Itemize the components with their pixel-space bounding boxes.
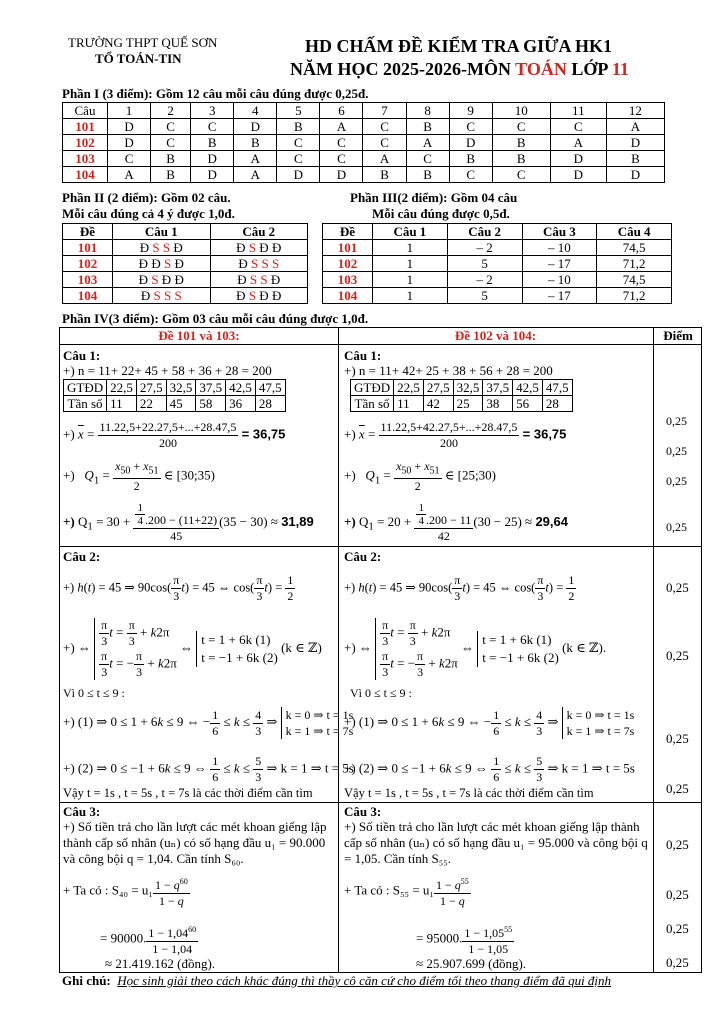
q2-title-left: Câu 2: bbox=[63, 549, 101, 564]
table-row bbox=[63, 119, 665, 135]
score-11: 0,25 bbox=[666, 921, 689, 936]
answer-cell: D bbox=[277, 167, 320, 183]
answer-letter: S bbox=[248, 240, 257, 255]
q3-text-right: +) Số tiền trả cho lần lượt các mét khoan giếng lập thành cấp số nhân (uₙ) có số hạng đầu u₁ = 95.000 và công bội q = 1,05. Cần tính S₅₅. bbox=[344, 819, 648, 866]
answer-letter: S bbox=[271, 256, 280, 271]
answer-letter: Đ bbox=[271, 240, 282, 255]
q1-n-right: +) n = 11+ 42+ 25 + 38 + 56 + 28 = 200 bbox=[344, 363, 553, 378]
answer-cell: D bbox=[606, 167, 664, 183]
answer-letter: S bbox=[163, 288, 172, 303]
answer-cell: – 2 bbox=[447, 240, 522, 256]
answer-cell bbox=[113, 240, 211, 256]
q1-title-left: Câu 1: bbox=[63, 348, 101, 363]
answer-cell: C bbox=[550, 119, 606, 135]
answer-letter: Đ bbox=[161, 272, 172, 287]
header-cell: 11 bbox=[550, 103, 606, 119]
answer-letter: Đ bbox=[139, 240, 150, 255]
exam-code: 102 bbox=[323, 256, 373, 272]
part2-sub: Mỗi câu đúng cả 4 ý được 1,0đ. bbox=[62, 206, 235, 221]
answer-cell: B bbox=[151, 151, 191, 167]
answer-letter: Đ bbox=[271, 288, 282, 303]
q3-formula-right: + Ta có : S₅₅ = u₁ $\frac{1 - q^{55}}{1 - q}$ bbox=[344, 874, 471, 909]
part3-header-row bbox=[323, 224, 672, 240]
value-cell: 47,5 bbox=[255, 380, 285, 396]
table-row bbox=[323, 272, 672, 288]
table-row bbox=[63, 167, 665, 183]
answer-letter: Đ bbox=[151, 256, 161, 271]
exam-code: 104 bbox=[323, 288, 373, 304]
answer-cell: C bbox=[449, 119, 492, 135]
title-line2: NĂM HỌC 2025-2026-MÔN TOÁN LỚP 11 bbox=[290, 59, 629, 79]
answer-cell: D bbox=[191, 151, 234, 167]
answer-cell: B bbox=[606, 151, 664, 167]
header-cell: 2 bbox=[151, 103, 191, 119]
part2-header-row bbox=[63, 224, 308, 240]
answer-cell: C bbox=[363, 135, 406, 151]
part3-table bbox=[322, 223, 672, 304]
score-9: 0,25 bbox=[666, 837, 689, 852]
answer-cell: D bbox=[320, 167, 363, 183]
q3-result-left: ≈ 21.419.162 (đồng). bbox=[105, 956, 216, 971]
answer-cell: 74,5 bbox=[597, 272, 672, 288]
score-7: 0,25 bbox=[666, 731, 689, 746]
exam-code: 103 bbox=[323, 272, 373, 288]
answer-cell: D bbox=[108, 135, 151, 151]
header-cell: Câu 2 bbox=[447, 224, 522, 240]
freq-cell: 45 bbox=[166, 396, 196, 412]
table-row bbox=[323, 240, 672, 256]
header-cell: 10 bbox=[492, 103, 550, 119]
header-cell: 7 bbox=[363, 103, 406, 119]
gtdd-row bbox=[64, 380, 286, 396]
answer-cell: 71,2 bbox=[597, 288, 672, 304]
answer-cell: A bbox=[606, 119, 664, 135]
title-line1: HD CHẤM ĐỀ KIỂM TRA GIỮA HK1 bbox=[305, 36, 613, 56]
answer-letter: S bbox=[163, 256, 172, 271]
part4-heading: Phần IV(3 điểm): Gồm 03 câu mỗi câu đúng được 1,0đ. bbox=[62, 311, 369, 326]
q2-eq-right: +) h(t) = 45 ⇒ 90cos( $\frac{\pi}{3}$ t) = 45 ⇔ cos( $\frac{\pi}{3}$ t) = $\frac{1}{2}$ bbox=[344, 573, 575, 603]
answer-string bbox=[236, 288, 281, 303]
header-cell: Câu 1 bbox=[113, 224, 211, 240]
value-cell: 42,5 bbox=[513, 380, 543, 396]
q2-title-right: Câu 2: bbox=[344, 549, 382, 564]
answer-cell: 5 bbox=[447, 256, 522, 272]
freq-cell: 25 bbox=[453, 396, 483, 412]
answer-cell: 1 bbox=[373, 288, 448, 304]
answer-cell: C bbox=[406, 151, 449, 167]
answer-letter: S bbox=[249, 272, 258, 287]
part1-heading: Phần I (3 điểm): Gồm 12 câu mỗi câu đúng được 0,25đ. bbox=[62, 86, 369, 101]
answer-string bbox=[139, 256, 184, 271]
dept-name: TỔ TOÁN-TIN bbox=[95, 51, 182, 66]
q3-formula-left: + Ta có : S₄₀ = u₁ $\frac{1 - q^{60}}{1 - q}$ bbox=[63, 874, 190, 909]
answer-cell: A bbox=[320, 119, 363, 135]
answer-cell: B bbox=[151, 167, 191, 183]
freq-cell: 56 bbox=[513, 396, 543, 412]
score-5: 0,25 bbox=[666, 580, 689, 595]
answer-cell: 1 bbox=[373, 272, 448, 288]
answer-cell: A bbox=[363, 151, 406, 167]
answer-cell: B bbox=[492, 151, 550, 167]
q2-r2-left: +) (2) ⇒ 0 ≤ −1 + 6k ≤ 9 ⇔ $\frac{1}{6}$ ≤ k ≤ $\frac{5}{3}$ ⇒ k = 1 ⇒ t = 5s bbox=[63, 754, 354, 784]
answer-letter: S bbox=[151, 272, 159, 287]
header-cell: Câu 3 bbox=[522, 224, 597, 240]
table-row bbox=[63, 288, 308, 304]
header-cell: Câu bbox=[63, 103, 108, 119]
value-cell: 37,5 bbox=[483, 380, 513, 396]
answer-letter: Đ bbox=[236, 240, 246, 255]
answer-cell bbox=[210, 240, 308, 256]
table-row bbox=[63, 272, 308, 288]
answer-letter: Đ bbox=[238, 256, 248, 271]
freq-label: Tần số bbox=[64, 396, 107, 412]
q1-quartile-left: +) $Q_1$ = $\frac{x_{50} + x_{51}}{2}$ ∈ [30;35) bbox=[63, 459, 215, 494]
score-4: 0,25 bbox=[666, 520, 687, 534]
q1-mean-right: +) $\overline{x}$ = $\frac{11.22,5+42.27,5+...+28.47,5}{200}$ = 36,75 bbox=[344, 420, 567, 450]
answer-letter: Đ bbox=[173, 240, 183, 255]
score-10: 0,25 bbox=[666, 887, 689, 902]
answer-letter: Đ bbox=[259, 288, 269, 303]
answer-letter: Đ bbox=[174, 256, 184, 271]
header-cell: 9 bbox=[449, 103, 492, 119]
answer-cell bbox=[113, 288, 211, 304]
freq-cell: 28 bbox=[542, 396, 572, 412]
answer-cell: C bbox=[151, 135, 191, 151]
col-right-header: Đề 102 và 104: bbox=[454, 328, 537, 343]
answer-cell bbox=[113, 272, 211, 288]
answer-cell: – 10 bbox=[522, 240, 597, 256]
answer-string bbox=[141, 288, 182, 303]
value-cell: 22,5 bbox=[107, 380, 137, 396]
table-row bbox=[63, 151, 665, 167]
table-row bbox=[63, 135, 665, 151]
q2-r2-right: +) (2) ⇒ 0 ≤ −1 + 6k ≤ 9 ⇔ $\frac{1}{6}$ ≤ k ≤ $\frac{5}{3}$ ⇒ k = 1 ⇒ t = 5s bbox=[344, 754, 635, 784]
q1-title-right: Câu 1: bbox=[344, 348, 382, 363]
q3-title-right: Câu 3: bbox=[344, 804, 382, 819]
answer-cell: D bbox=[550, 151, 606, 167]
table-row bbox=[63, 256, 308, 272]
value-cell: 37,5 bbox=[196, 380, 226, 396]
answer-cell: 71,2 bbox=[597, 256, 672, 272]
answer-cell: – 17 bbox=[522, 256, 597, 272]
part2-heading: Phần II (2 điểm): Gồm 02 câu. bbox=[62, 190, 231, 205]
answer-letter: Đ bbox=[140, 288, 151, 303]
q3-calc-left: = 90000. $\frac{1 - 1,04^{60}}{1 - 1,04}$ bbox=[100, 922, 198, 957]
q3-text-left: +) Số tiền trả cho lần lượt các mét khoan giếng lập thành cấp số nhân (uₙ) có số hạng đầu u₁ = 90.000 và công bội q = 1,04. Cần tính S₆₀. bbox=[63, 819, 327, 866]
q2-conclusion-right: Vậy t = 1s , t = 5s , t = 7s là các thời điểm cần tìm bbox=[344, 786, 594, 800]
q1-freq-table-left bbox=[63, 379, 286, 412]
score-8: 0,25 bbox=[666, 781, 689, 796]
answer-cell: A bbox=[108, 167, 151, 183]
answer-cell: C bbox=[108, 151, 151, 167]
answer-letter: S bbox=[250, 256, 259, 271]
answer-cell: A bbox=[550, 135, 606, 151]
q2-range-left: Vì 0 ≤ t ≤ 9 : bbox=[63, 686, 125, 700]
header-cell: 8 bbox=[406, 103, 449, 119]
answer-cell bbox=[210, 288, 308, 304]
q2-eq-left: +) h(t) = 45 ⇒ 90cos( $\frac{\pi}{3}$ t) = 45 ⇔ cos( $\frac{\pi}{3}$ t) = $\frac{1}{2}$ bbox=[63, 573, 294, 603]
value-cell: 32,5 bbox=[453, 380, 483, 396]
q2-cases-left: +) ⇔ $\frac{\pi}{3}$ t = $\frac{\pi}{3}$ + k2π $\frac{\pi}{3}$ t = − $\frac{\pi}{3}$ + k2π ⇔ t = 1 + 6k (1) t = −1 + 6k (2) (k ∈ ℤ) bbox=[63, 618, 322, 679]
answer-cell: D bbox=[449, 135, 492, 151]
answer-cell: C bbox=[191, 119, 234, 135]
value-cell: 22,5 bbox=[394, 380, 424, 396]
q3-result-right: ≈ 25.907.699 (đồng). bbox=[416, 956, 527, 971]
answer-letter: S bbox=[153, 288, 161, 303]
gtdd-label: GTĐD bbox=[64, 380, 107, 396]
q2-cases-right: +) ⇔ $\frac{\pi}{3}$ t = $\frac{\pi}{3}$ + k2π $\frac{\pi}{3}$ t = − $\frac{\pi}{3}$ + k2π ⇔ t = 1 + 6k (1) t = −1 + 6k (2) (k ∈ ℤ). bbox=[344, 618, 607, 679]
header-cell: 3 bbox=[191, 103, 234, 119]
table-row bbox=[323, 256, 672, 272]
school-name: TRƯỜNG THPT QUẾ SƠN bbox=[68, 35, 218, 50]
answer-cell: B bbox=[363, 167, 406, 183]
header-cell: 1 bbox=[108, 103, 151, 119]
header-cell: Câu 2 bbox=[210, 224, 308, 240]
value-cell: 47,5 bbox=[542, 380, 572, 396]
answer-cell: 74,5 bbox=[597, 240, 672, 256]
header-cell: Câu 4 bbox=[597, 224, 672, 240]
table-row bbox=[63, 240, 308, 256]
freq-cell: 22 bbox=[136, 396, 166, 412]
answer-string bbox=[237, 272, 280, 287]
q1-mean-left: +) $\overline{x}$ = $\frac{11.22,5+22.27,5+...+28.47,5}{200}$ = 36,75 bbox=[63, 420, 286, 450]
answer-cell: A bbox=[406, 135, 449, 151]
header-cell: 12 bbox=[606, 103, 664, 119]
freq-label: Tần số bbox=[351, 396, 394, 412]
answer-letter: Đ bbox=[259, 240, 269, 255]
answer-letter: S bbox=[260, 272, 268, 287]
value-cell: 27,5 bbox=[423, 380, 453, 396]
freq-cell: 38 bbox=[483, 396, 513, 412]
answer-cell: 1 bbox=[373, 240, 448, 256]
answer-letter: S bbox=[162, 240, 171, 255]
part3-heading: Phần III(2 điểm): Gồm 04 câu bbox=[350, 190, 518, 205]
answer-cell: B bbox=[406, 119, 449, 135]
q2-r1-left: +) (1) ⇒ 0 ≤ 1 + 6k ≤ 9 ⇔ − $\frac{1}{6}$ ≤ k ≤ $\frac{4}{3}$ ⇒ k = 0 ⇒ t = 1s k = 1 ⇒ t = 7s bbox=[63, 707, 354, 738]
answer-cell: – 17 bbox=[522, 288, 597, 304]
part1-header-row bbox=[63, 103, 665, 119]
gtdd-row bbox=[351, 380, 573, 396]
header-cell: Câu 1 bbox=[373, 224, 448, 240]
answer-cell: D bbox=[191, 167, 234, 183]
answer-letter: Đ bbox=[236, 288, 246, 303]
answer-cell bbox=[210, 256, 308, 272]
exam-code: 101 bbox=[63, 240, 113, 256]
exam-code: 103 bbox=[63, 151, 108, 167]
header-cell: 4 bbox=[234, 103, 277, 119]
exam-code: 104 bbox=[63, 167, 108, 183]
q3-title-left: Câu 3: bbox=[63, 804, 101, 819]
answer-cell: C bbox=[363, 119, 406, 135]
header-cell: 5 bbox=[277, 103, 320, 119]
answer-cell: D bbox=[550, 167, 606, 183]
q1-quartile-right: +) $Q_1$ = $\frac{x_{50} + x_{51}}{2}$ ∈ [25;30) bbox=[344, 459, 496, 494]
answer-letter: S bbox=[152, 240, 160, 255]
freq-cell: 42 bbox=[423, 396, 453, 412]
answer-cell: B bbox=[277, 119, 320, 135]
answer-cell: B bbox=[191, 135, 234, 151]
answer-cell: D bbox=[606, 135, 664, 151]
freq-cell: 11 bbox=[107, 396, 137, 412]
q3-calc-right: = 95000. $\frac{1 - 1,05^{55}}{1 - 1,05}$ bbox=[416, 922, 514, 957]
answer-cell: A bbox=[234, 151, 277, 167]
q1-value-right: +) $Q_1 = 20$ + $\frac{1}{4}$ .200 − 11 42 (30 − 25) ≈ 29,64 bbox=[344, 502, 568, 543]
q2-conclusion-left: Vậy t = 1s , t = 5s , t = 7s là các thời điểm cần tìm bbox=[63, 786, 313, 800]
answer-cell: C bbox=[320, 151, 363, 167]
freq-cell: 11 bbox=[394, 396, 424, 412]
answer-cell: C bbox=[492, 119, 550, 135]
answer-cell: C bbox=[449, 167, 492, 183]
freq-cell: 28 bbox=[255, 396, 285, 412]
answer-cell: D bbox=[108, 119, 151, 135]
answer-cell: C bbox=[277, 151, 320, 167]
answer-cell: C bbox=[277, 135, 320, 151]
answer-cell: C bbox=[151, 119, 191, 135]
exam-code: 101 bbox=[63, 119, 108, 135]
freq-cell: 58 bbox=[196, 396, 226, 412]
answer-cell bbox=[210, 272, 308, 288]
answer-letter: Đ bbox=[138, 272, 149, 287]
q1-n-left: +) n = 11+ 22+ 45 + 58 + 36 + 28 = 200 bbox=[63, 363, 272, 378]
exam-code: 102 bbox=[63, 135, 108, 151]
answer-string bbox=[238, 256, 279, 271]
answer-cell: 5 bbox=[447, 288, 522, 304]
answer-string bbox=[140, 240, 183, 255]
note: Ghi chú: Học sinh giải theo cách khác đúng thì thầy cô căn cứ cho điểm tối theo thang điểm đã qui định bbox=[62, 973, 612, 988]
score-12: 0,25 bbox=[666, 955, 689, 970]
score-3: 0,25 bbox=[666, 474, 687, 488]
header-cell: Đề bbox=[323, 224, 373, 240]
answer-cell: B bbox=[449, 151, 492, 167]
answer-letter: Đ bbox=[138, 256, 149, 271]
part4-table bbox=[59, 327, 702, 973]
part2-table bbox=[62, 223, 308, 304]
answer-letter: S bbox=[174, 288, 182, 303]
exam-code: 101 bbox=[323, 240, 373, 256]
header-cell: Đề bbox=[63, 224, 113, 240]
q1-value-left: +) $Q_1 = 30$ + $\frac{1}{4}$ .200 − (11+22) 45 (35 − 30) ≈ 31,89 bbox=[63, 502, 314, 543]
answer-cell: B bbox=[406, 167, 449, 183]
answer-string bbox=[236, 240, 281, 255]
value-cell: 42,5 bbox=[226, 380, 256, 396]
answer-cell: B bbox=[492, 135, 550, 151]
answer-cell bbox=[113, 256, 211, 272]
answer-cell: C bbox=[320, 135, 363, 151]
gtdd-label: GTĐD bbox=[351, 380, 394, 396]
value-cell: 32,5 bbox=[166, 380, 196, 396]
part1-table bbox=[62, 102, 665, 183]
value-cell: 27,5 bbox=[136, 380, 166, 396]
answer-cell: D bbox=[234, 119, 277, 135]
exam-code: 103 bbox=[63, 272, 113, 288]
answer-letter: S bbox=[248, 288, 257, 303]
answer-cell: C bbox=[492, 167, 550, 183]
exam-code: 104 bbox=[63, 288, 113, 304]
answer-letter: Đ bbox=[270, 272, 281, 287]
score-2: 0,25 bbox=[666, 444, 687, 458]
answer-cell: 1 bbox=[373, 256, 448, 272]
score-6: 0,25 bbox=[666, 648, 689, 663]
answer-letter: S bbox=[261, 256, 269, 271]
answer-letter: Đ bbox=[174, 272, 184, 287]
answer-letter: Đ bbox=[237, 272, 247, 287]
answer-string bbox=[139, 272, 184, 287]
answer-cell: B bbox=[234, 135, 277, 151]
score-1: 0,25 bbox=[666, 414, 687, 428]
col-score-header: Điểm bbox=[663, 328, 693, 343]
q1-freq-table-right bbox=[350, 379, 573, 412]
header-cell: 6 bbox=[320, 103, 363, 119]
exam-code: 102 bbox=[63, 256, 113, 272]
part3-sub: Mỗi câu đúng được 0,5đ. bbox=[372, 206, 510, 221]
col-left-header: Đề 101 và 103: bbox=[158, 328, 240, 343]
freq-cell: 36 bbox=[226, 396, 256, 412]
table-row bbox=[323, 288, 672, 304]
answer-cell: – 10 bbox=[522, 272, 597, 288]
freq-row bbox=[351, 396, 573, 412]
q2-range-right: Vì 0 ≤ t ≤ 9 : bbox=[350, 686, 412, 700]
freq-row bbox=[64, 396, 286, 412]
answer-cell: – 2 bbox=[447, 272, 522, 288]
q2-r1-right: +) (1) ⇒ 0 ≤ 1 + 6k ≤ 9 ⇔ − $\frac{1}{6}$ ≤ k ≤ $\frac{4}{3}$ ⇒ k = 0 ⇒ t = 1s k = 1 ⇒ t = 7s bbox=[344, 707, 635, 738]
answer-cell: A bbox=[234, 167, 277, 183]
